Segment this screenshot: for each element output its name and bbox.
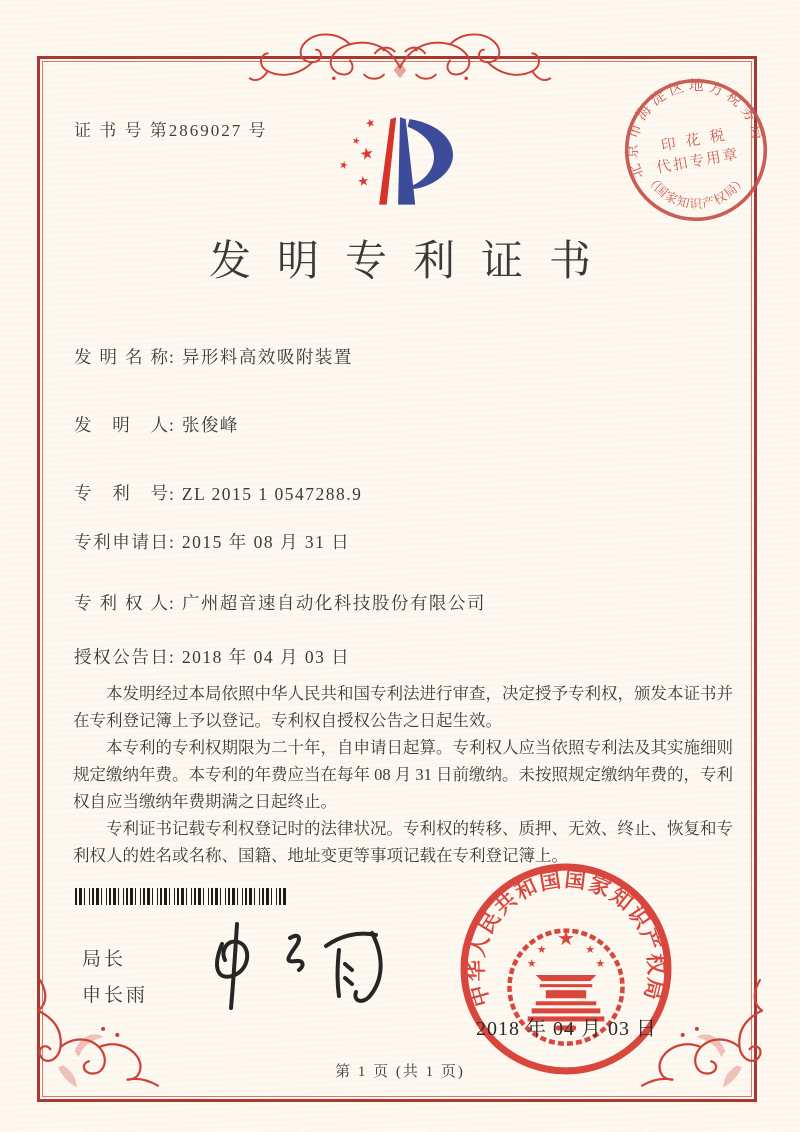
field-inventor xyxy=(74,412,239,437)
field-patent-number xyxy=(74,480,362,505)
field-label: 专利号 xyxy=(74,483,168,503)
field-value: ZL 2015 1 0547288.9 xyxy=(181,484,363,504)
field-colon: : xyxy=(169,415,174,435)
issue-date: 2018 年 04 月 03 日 xyxy=(476,1018,657,1040)
page-footer: 第 1 页 (共 1 页) xyxy=(335,1064,465,1080)
field-value: 广州超音速自动化科技股份有限公司 xyxy=(181,593,486,613)
cnipa-logo-icon xyxy=(324,100,476,218)
seal-arc-text: 中华人民共和国国家知识产权局 xyxy=(464,867,669,1010)
dragon-ornament-icon xyxy=(248,28,552,100)
star-icon: ★ xyxy=(526,957,537,970)
star-icon: ★ xyxy=(358,144,376,165)
tax-stamp-bottom-arc: （国家知识产权局） xyxy=(643,171,750,212)
field-filing-date xyxy=(74,529,350,554)
field-colon: : xyxy=(169,593,174,613)
field-colon: : xyxy=(169,647,174,667)
field-label: 授权公告日 xyxy=(74,647,168,667)
star-icon: ★ xyxy=(350,135,362,148)
star-icon: ★ xyxy=(363,116,378,132)
field-value: 2018 年 04 月 03 日 xyxy=(181,647,351,667)
barcode xyxy=(75,888,287,905)
field-label: 发明名称 xyxy=(74,347,168,367)
signature-script-icon xyxy=(198,916,398,1014)
field-colon: : xyxy=(169,347,174,367)
tax-stamp-top-arc: 北京市海淀区地方税务局 xyxy=(625,78,767,181)
field-label: 专利申请日 xyxy=(74,532,168,552)
field-colon: : xyxy=(169,532,174,552)
field-value: 异形料高效吸附装置 xyxy=(181,347,353,367)
field-value: 张俊峰 xyxy=(181,415,239,435)
signer-title: 局长 xyxy=(82,949,127,970)
body-paragraph: 本发明经过本局依照中华人民共和国专利法进行审查，决定授予专利权，颁发本证书并在专利登记簿上予以登记。专利权自授权公告之日起生效。 xyxy=(73,684,733,730)
tax-stamp-line2: 代扣专用章 xyxy=(655,146,741,177)
field-grant-date xyxy=(74,644,350,669)
body-paragraph: 本专利的专利权期限为二十年，自申请日起算。专利权人应当依照专利法及其实施细则规定缴纳年费。本专利的年费应当在每年 08 月 31 日前缴纳。未按照规定缴纳年费的，专利权自应当缴纳年费期满之日起终止。 xyxy=(73,738,733,811)
star-icon: ★ xyxy=(536,943,547,956)
star-icon: ★ xyxy=(556,927,576,950)
field-invention-name xyxy=(74,344,353,369)
tax-stamp-seal xyxy=(599,53,794,248)
star-icon: ★ xyxy=(585,943,596,956)
certificate-number: 证 书 号 第2869027 号 xyxy=(74,121,268,140)
field-label: 专利权人 xyxy=(74,593,168,613)
field-value: 2015 年 08 月 31 日 xyxy=(181,532,351,552)
signer-name: 申长雨 xyxy=(82,985,149,1006)
certificate-title: 发明专利证书 xyxy=(208,239,617,285)
cnipa-official-seal xyxy=(455,858,677,1080)
body-paragraph: 专利证书记载专利权登记时的法律状况。专利权的转移、质押、无效、终止、恢复和专利权人的姓名或名称、国籍、地址变更等事项记载在专利登记簿上。 xyxy=(73,819,733,865)
star-icon: ★ xyxy=(337,159,350,173)
tax-stamp-line1: 印 花 税 xyxy=(659,127,729,155)
star-icon: ★ xyxy=(595,957,606,970)
field-label: 发明人 xyxy=(74,415,168,435)
field-patentee xyxy=(74,590,486,615)
legal-text-block xyxy=(73,680,733,869)
field-colon: : xyxy=(169,484,174,504)
star-icon: ★ xyxy=(356,172,371,190)
